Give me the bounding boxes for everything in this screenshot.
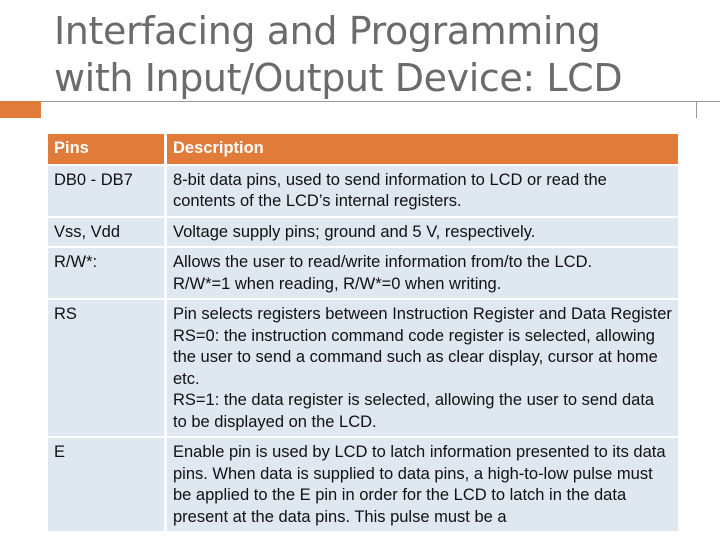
- accent-bar: [0, 101, 41, 118]
- description-line: RS=1: the data register is selected, allowing the user to send data to be displayed on the LCD.: [173, 391, 655, 431]
- description-line: Enable pin is used by LCD to latch information presented to its data pins. When data is supplied to data pins, a high-to-low pulse must be applied to the E pin in order for the LCD to latch in the data present at the data pins. This pulse must be a: [173, 443, 666, 526]
- description-cell: [164, 248, 678, 298]
- pin-cell: E: [48, 438, 164, 531]
- pin-cell: DB0 - DB7: [48, 166, 164, 216]
- description-cell: [164, 300, 678, 436]
- table-row: [48, 248, 678, 298]
- table-row: [48, 438, 678, 531]
- description-line: 8-bit data pins, used to send information to LCD or read the contents of the LCD’s internal registers.: [173, 170, 607, 210]
- description-line: R/W*=1 when reading, R/W*=0 when writing.: [173, 274, 502, 293]
- description-cell: [164, 438, 678, 531]
- title-divider: [41, 101, 720, 102]
- divider-corner: [696, 101, 720, 118]
- table-row: [48, 166, 678, 216]
- header-description: Description: [164, 134, 678, 164]
- pin-cell: RS: [48, 300, 164, 436]
- description-line: Pin selects registers between Instruction Register and Data Register: [173, 305, 672, 323]
- slide-title-line-2: with Input/Output Device: LCD: [54, 56, 623, 100]
- pin-cell: R/W*:: [48, 248, 164, 298]
- lcd-pins-table: [48, 132, 678, 533]
- description-line: Allows the user to read/write information from/to the LCD.: [173, 253, 593, 271]
- description-cell: [164, 218, 678, 247]
- slide-title: [54, 8, 704, 102]
- description-line: Voltage supply pins; ground and 5 V, respectively.: [173, 222, 536, 241]
- description-cell: [164, 166, 678, 216]
- table-header-row: [48, 134, 678, 164]
- slide-title-line-1: Interfacing and Programming: [54, 9, 601, 53]
- header-pins: Pins: [48, 134, 164, 164]
- pin-cell: Vss, Vdd: [48, 218, 164, 247]
- table-row: [48, 218, 678, 247]
- description-line: RS=0: the instruction command code register is selected, allowing the user to send a command such as clear display, cursor at home etc.: [173, 326, 658, 388]
- table-row: [48, 300, 678, 436]
